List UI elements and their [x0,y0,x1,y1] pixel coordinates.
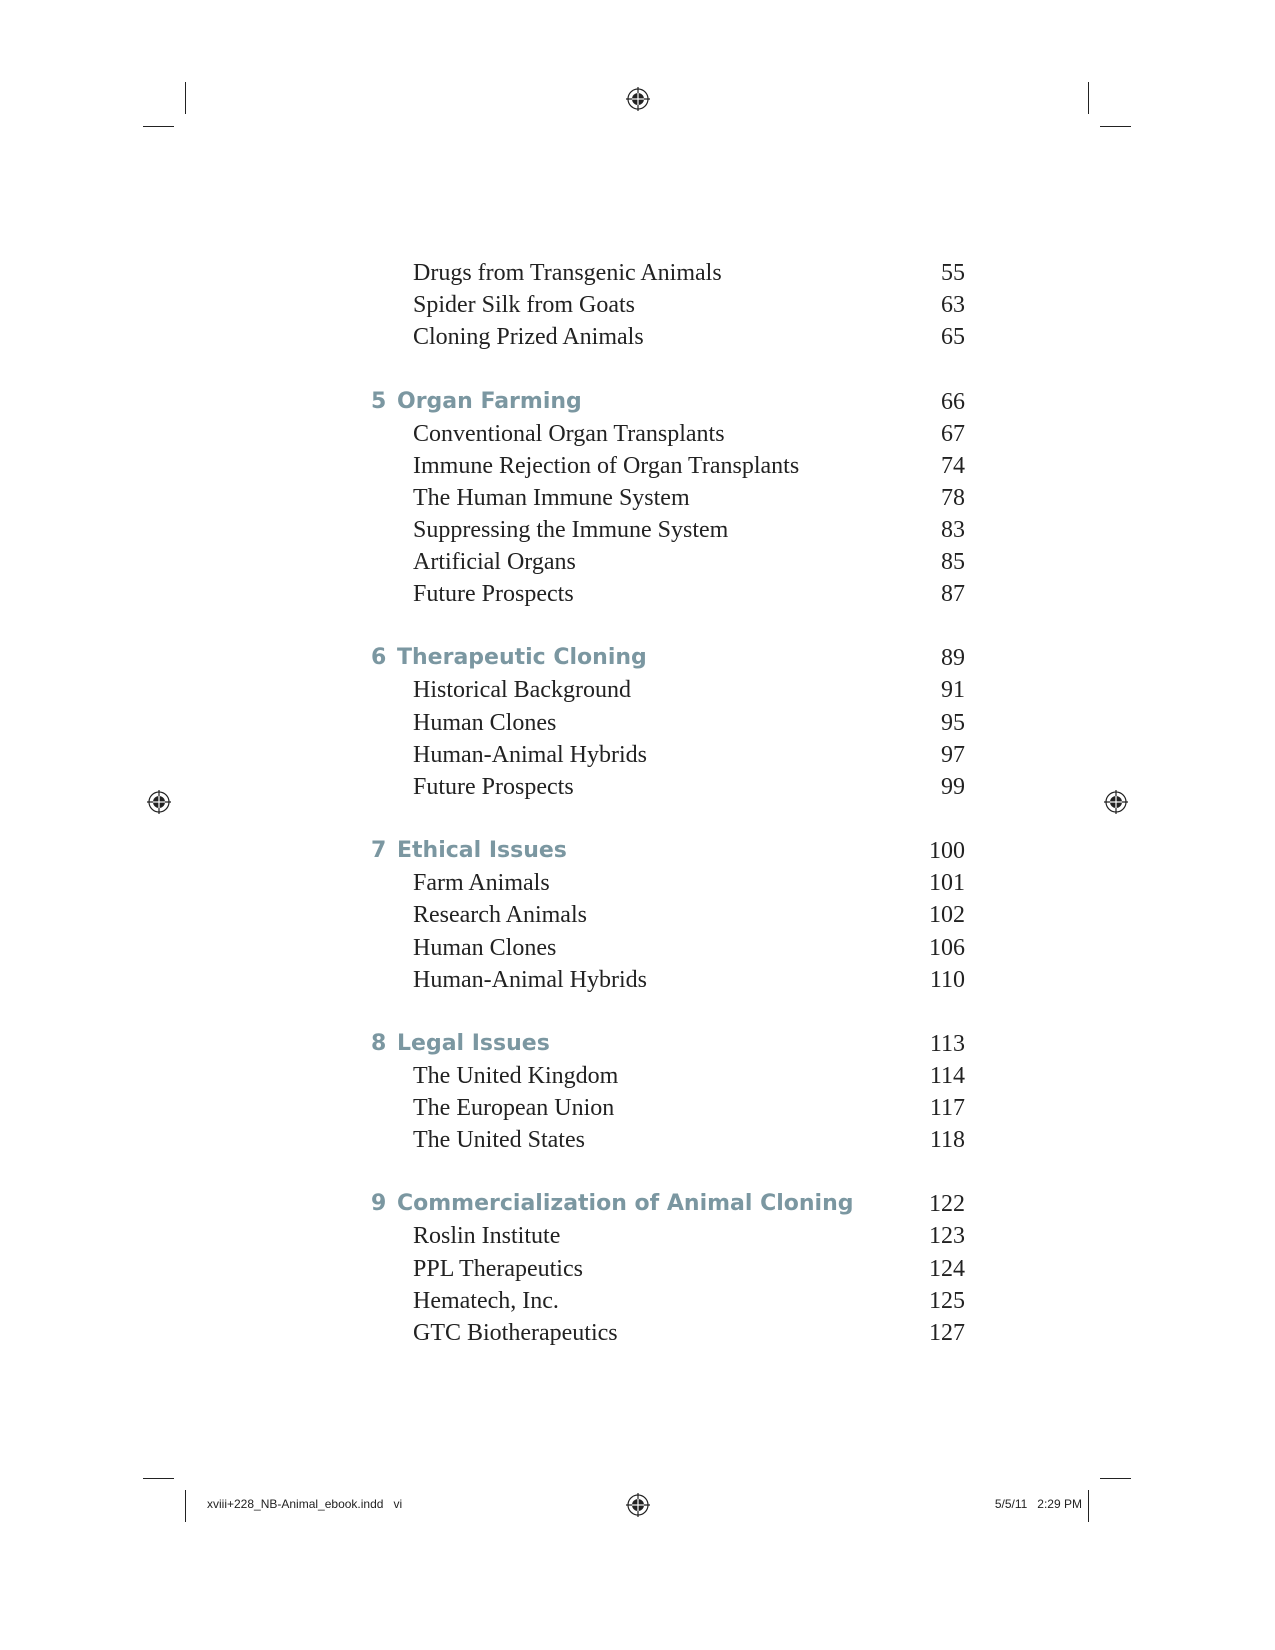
toc-entry-title: Research Animals [413,902,587,928]
toc-entry-title: Human-Animal Hybrids [413,742,647,768]
toc-entry-title: Conventional Organ Transplants [413,421,725,447]
toc-entry [0,707,1275,739]
toc-entry [0,257,1275,289]
toc-entry-title: Farm Animals [413,870,550,896]
toc-entry-page: 97 [941,742,965,768]
toc-entry [0,1124,1275,1156]
toc-entry-page: 67 [941,421,965,447]
toc-entry-page: 91 [941,677,965,703]
toc-entry-title: Human Clones [413,710,557,736]
toc-entry-title: Roslin Institute [413,1223,561,1249]
chapter-page: 100 [929,838,965,864]
toc-entry-title: Immune Rejection of Organ Transplants [413,453,800,479]
toc-entry-page: 55 [941,260,965,286]
toc-entry-title: GTC Biotherapeutics [413,1320,618,1346]
toc-entry [0,482,1275,514]
toc-entry [0,1220,1275,1252]
chapter-number: 6 [371,645,387,670]
toc-entry [0,674,1275,706]
toc-entry-title: Future Prospects [413,581,574,607]
toc-entry-title: Artificial Organs [413,549,576,575]
toc-entry-page: 85 [941,549,965,575]
toc-entry [0,418,1275,450]
toc-entry [0,964,1275,996]
toc-entry-page: 102 [929,902,965,928]
toc-entry-title: The United Kingdom [413,1063,619,1089]
chapter-number: 5 [371,389,387,414]
toc-entry-page: 117 [929,1095,965,1121]
chapter-page: 122 [929,1191,965,1217]
toc-entry-title: The Human Immune System [413,485,690,511]
chapter-title: Legal Issues [397,1031,550,1056]
toc-entry-page: 124 [929,1256,965,1282]
toc-entry [0,1317,1275,1349]
toc-entry-page: 95 [941,710,965,736]
toc-entry [0,739,1275,771]
toc-entry-title: The United States [413,1127,585,1153]
toc-entry-page: 114 [929,1063,965,1089]
toc-entry [0,289,1275,321]
chapter-number: 9 [371,1191,387,1216]
toc-entry-page: 125 [929,1288,965,1314]
toc-entry-page: 118 [929,1127,965,1153]
chapter-heading [0,835,1275,867]
toc-entry [0,932,1275,964]
toc-entry-page: 65 [941,324,965,350]
toc-entry-title: Suppressing the Immune System [413,517,729,543]
toc-entry-page: 101 [929,870,965,896]
toc-entry-page: 74 [941,453,965,479]
toc-entry [0,1092,1275,1124]
toc-entry-title: Cloning Prized Animals [413,324,644,350]
toc-entry-title: Human Clones [413,935,557,961]
toc-entry [0,546,1275,578]
toc-entry-title: Hematech, Inc. [413,1288,559,1314]
chapter-heading [0,1188,1275,1220]
toc-entry [0,771,1275,803]
toc-entry-title: Drugs from Transgenic Animals [413,260,722,286]
chapter-number: 7 [371,838,387,863]
toc-entry-page: 110 [929,967,965,993]
chapter-page: 113 [929,1031,965,1057]
chapter-title: Commercialization of Animal Cloning [397,1191,854,1216]
chapter-heading [0,386,1275,418]
toc-entry [0,450,1275,482]
toc-entry [0,1253,1275,1285]
toc-entry-page: 99 [941,774,965,800]
chapter-page: 89 [941,645,965,671]
chapter-title: Organ Farming [397,389,582,414]
toc-entry [0,578,1275,610]
toc-entry [0,321,1275,353]
toc-entry-title: Future Prospects [413,774,574,800]
toc-entry-page: 127 [929,1320,965,1346]
toc-entry-title: Spider Silk from Goats [413,292,635,318]
toc-entry-page: 63 [941,292,965,318]
chapter-heading [0,1028,1275,1060]
chapter-number: 8 [371,1031,387,1056]
toc-entry-title: Historical Background [413,677,631,703]
chapter-heading [0,642,1275,674]
toc-entry-title: Human-Animal Hybrids [413,967,647,993]
toc-entry [0,1285,1275,1317]
toc-entry-page: 87 [941,581,965,607]
toc-entry-title: The European Union [413,1095,615,1121]
chapter-title: Therapeutic Cloning [397,645,647,670]
toc-entry-page: 83 [941,517,965,543]
toc-entry [0,1060,1275,1092]
toc-entry-title: PPL Therapeutics [413,1256,583,1282]
toc-entry-page: 78 [941,485,965,511]
toc-entry-page: 123 [929,1223,965,1249]
date-slug: 5/5/11 2:29 PM [994,1497,1082,1511]
toc-entry-page: 106 [929,935,965,961]
toc-entry [0,867,1275,899]
toc-entry [0,899,1275,931]
chapter-title: Ethical Issues [397,838,567,863]
chapter-page: 66 [941,389,965,415]
toc-entry [0,514,1275,546]
file-slug: xviii+228_NB-Animal_ebook.indd vi [207,1497,403,1511]
